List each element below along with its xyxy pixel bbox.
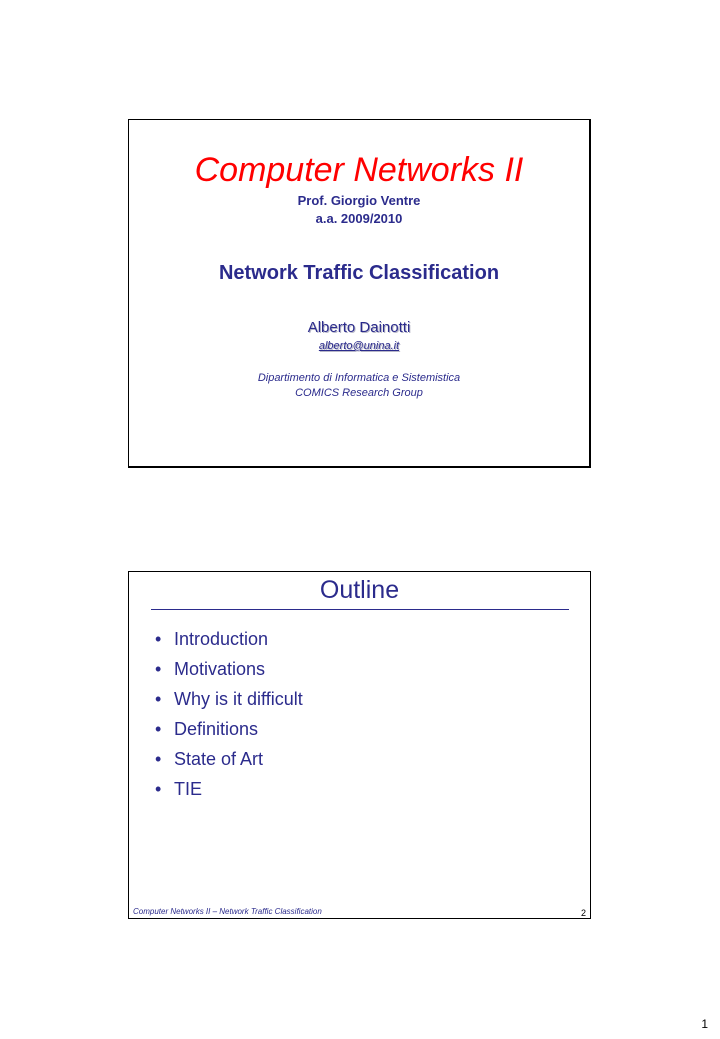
list-item-label: Introduction — [174, 629, 269, 649]
title-divider — [151, 609, 569, 610]
list-item-label: Why is it difficult — [174, 689, 303, 709]
outline-list — [155, 624, 303, 804]
page-number: 1 — [701, 1017, 708, 1031]
slide-footer: Computer Networks II – Network Traffic Classification — [133, 907, 322, 916]
bullet-icon: • — [155, 779, 162, 799]
research-group: COMICS Research Group — [295, 387, 423, 399]
list-item-label: State of Art — [174, 749, 264, 769]
list-item — [155, 624, 303, 654]
list-item — [155, 714, 303, 744]
department: Dipartimento di Informatica e Sistemistica — [257, 372, 461, 384]
list-item — [155, 774, 303, 804]
list-item — [155, 684, 303, 714]
academic-year: a.a. 2009/2010 — [315, 211, 403, 226]
outline-slide — [128, 571, 591, 919]
bullet-icon: • — [155, 689, 162, 709]
list-item-label: Definitions — [174, 719, 259, 739]
course-title: Computer Networks II — [194, 151, 524, 189]
bullet-icon: • — [155, 629, 162, 649]
slide-number: 2 — [580, 908, 586, 918]
author-name: Alberto Dainotti — [307, 319, 411, 336]
bullet-icon: • — [155, 719, 162, 739]
talk-title: Network Traffic Classification — [218, 262, 500, 284]
bullet-icon: • — [155, 749, 162, 769]
author-email-link[interactable]: alberto@unina.it — [318, 340, 400, 352]
list-item — [155, 654, 303, 684]
list-item-label: TIE — [174, 779, 203, 799]
title-slide — [128, 119, 591, 468]
list-item — [155, 744, 303, 774]
slide-title: Outline — [319, 576, 400, 604]
professor-name: Prof. Giorgio Ventre — [297, 193, 421, 208]
list-item-label: Motivations — [174, 659, 266, 679]
bullet-icon: • — [155, 659, 162, 679]
